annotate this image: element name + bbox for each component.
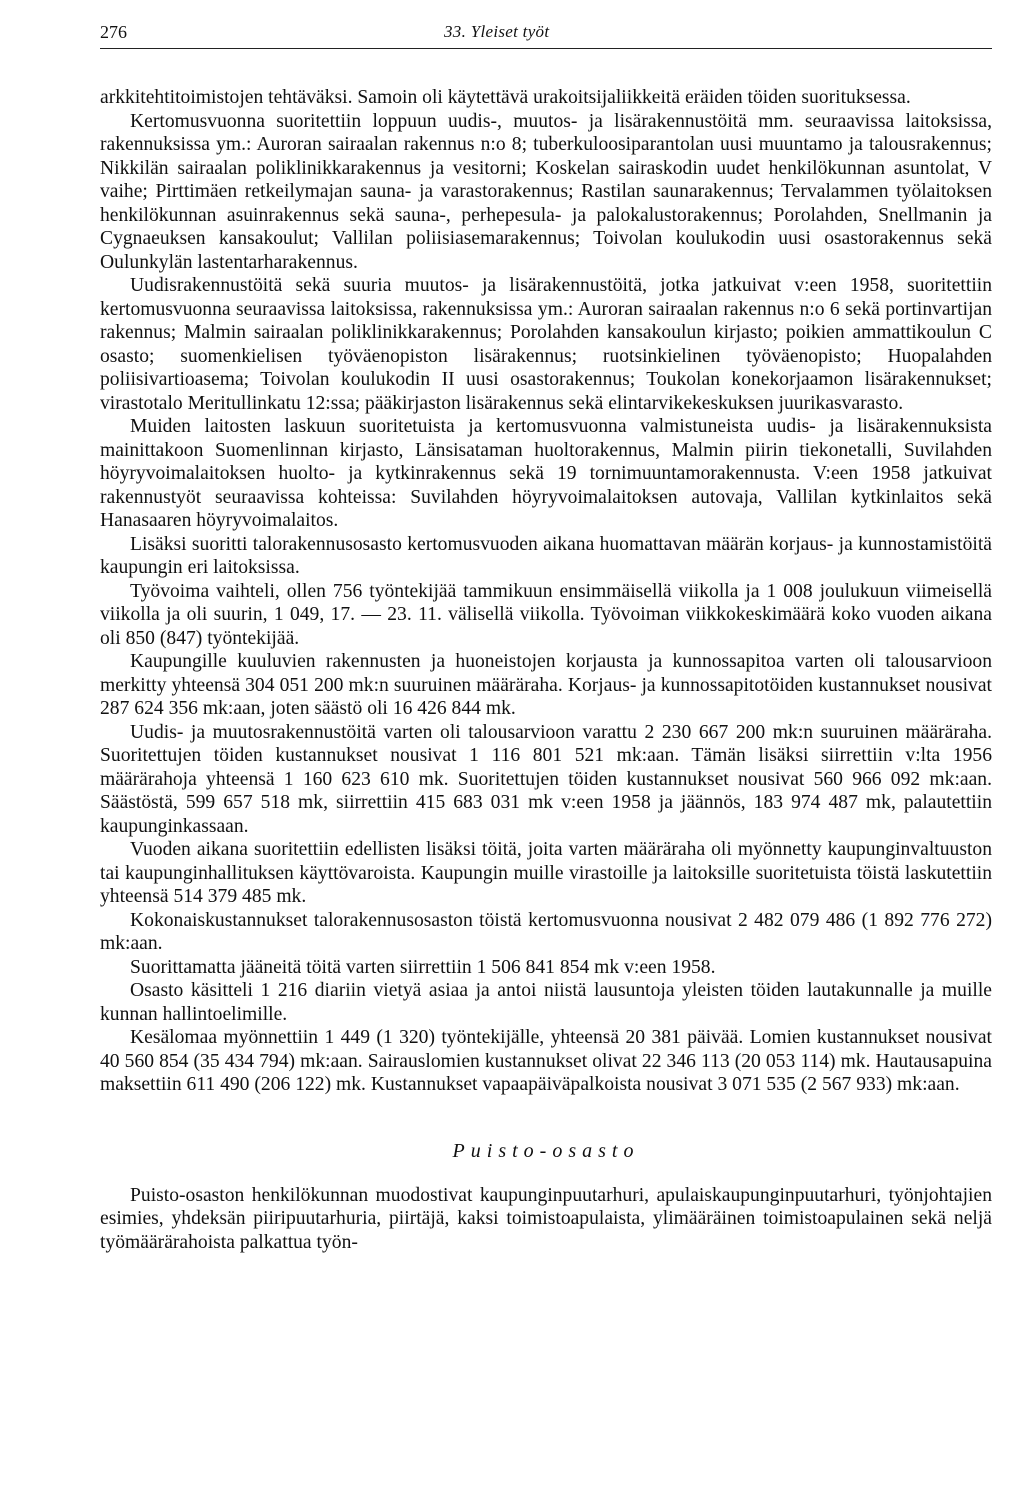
paragraph: Kokonaiskustannukset talorakennusosaston töistä kertomusvuonna nousivat 2 482 079 486 (1 892 776 272) mk:aan. bbox=[100, 909, 992, 954]
paragraph: Lisäksi suoritti talorakennusosasto kertomusvuoden aikana huomattavan määrän korjaus- ja kunnostamistöitä kaupungin eri laitoksissa. bbox=[100, 533, 992, 578]
paragraph: Työvoima vaihteli, ollen 756 työntekijää tammikuun ensimmäisellä viikolla ja 1 008 joulukuun viimeisellä viikolla ja oli suurin, 1 049, 17. — 23. 11. välisellä viikolla. Työvoiman viikkokeskimäärä koko vuoden aikana oli 850 (847) työntekijää. bbox=[100, 580, 992, 649]
running-header bbox=[100, 18, 992, 49]
page-number: 276 bbox=[100, 22, 127, 42]
page bbox=[100, 18, 992, 1254]
paragraph: arkkitehtitoimistojen tehtäväksi. Samoin oli käytettävä urakoitsijaliikkeitä eräiden töiden suorituksessa. bbox=[100, 87, 911, 108]
paragraph: Kertomusvuonna suoritettiin loppuun uudis-, muutos- ja lisärakennustöitä mm. seuraavissa laitoksissa, rakennuksissa ym.: Auroran sairaalan rakennus n:o 8; tuberkuloosiparantolan uusi muuntamo ja talousrakennus; Nikkilän sairaalan poliklinikkarakennus ja vesitorni; Koskelan sairaskodin uudet henkilökunnan asuntolat, V vaihe; Pirttimäen retkeilymajan sauna- ja varastorakennus; Rastilan saunarakennus; Tervalammen työlaitoksen henkilökunnan asuinrakennus sekä sauna-, perhepesula- ja palokalustorakennus; Porolahden, Snellmanin ja Cygnaeuksen kansakoulut; Vallilan poliisiasemarakennus; Toivolan koulukodin uusi osastorakennus sekä Oulunkylän lastentarharakennus. bbox=[100, 110, 992, 273]
paragraph: Osasto käsitteli 1 216 diariin vietyä asiaa ja antoi niistä lausuntoja yleisten töiden lautakunnalle ja muille kunnan hallintoelimille. bbox=[100, 980, 992, 1025]
paragraph: Uudisrakennustöitä sekä suuria muutos- ja lisärakennustöitä, jotka jatkuivat v:een 1958, suoritettiin kertomusvuonna seuraavissa laitoksissa, rakennuksissa ym.: Auroran sairaalan rakennus n:o 6 sekä portinvartijan rakennus; Malmin sairaalan poliklinikkarakennus; Porolahden kansakoulun kirjasto; poikien ammattikoulun C osasto; suomenkielisen työväenopiston lisärakennus; ruotsinkielinen työväenopisto; Huopalahden poliisivartioasema; Toivolan koulukodin II uusi osastorakennus; Toukolan konekorjaamon lisärakennukset; virastotalo Meritullinkatu 12:ssa; pääkirjaston lisärakennus sekä elintarvikekeskuksen juurikasvarasto. bbox=[100, 275, 992, 414]
body-text bbox=[100, 86, 992, 1254]
running-title: 33. Yleiset työt bbox=[444, 22, 550, 41]
paragraph: Kaupungille kuuluvien rakennusten ja huoneistojen korjausta ja kunnossapitoa varten oli talousarvioon merkitty yhteensä 304 051 200 mk:n suuruinen määräraha. Korjaus- ja kunnossapitotöiden kustannukset nousivat 287 624 356 mk:aan, joten säästö oli 16 426 844 mk. bbox=[100, 651, 992, 719]
paragraph: Uudis- ja muutosrakennustöitä varten oli talousarvioon varattu 2 230 667 200 mk:n suuruinen määräraha. Suoritettujen töiden kustannukset nousivat 1 116 801 521 mk:aan. Tämän lisäksi siirrettiin v:lta 1956 määrärahoja yhteensä 1 160 623 610 mk. Suoritettujen töiden kustannukset nousivat 560 966 092 mk:aan. Säästöstä, 599 657 518 mk, siirrettiin 415 683 031 mk v:een 1958 ja jäännös, 183 974 487 mk, palautettiin kaupunginkassaan. bbox=[100, 721, 992, 837]
section-heading: Puisto-osasto bbox=[452, 1139, 640, 1162]
paragraph: Suorittamatta jääneitä töitä varten siirrettiin 1 506 841 854 mk v:een 1958. bbox=[130, 956, 716, 978]
section-paragraph: Puisto-osaston henkilökunnan muodostivat kaupunginpuutarhuri, apulaiskaupunginpuutarhuri, työnjohtajien esimies, yhdeksän piiripuutarhuria, piirtäjä, kaksi toimistoapulaista, ylimääräinen toimistoapulainen sekä neljä työmäärärahoista palkattua työn- bbox=[100, 1184, 992, 1253]
paragraph: Muiden laitosten laskuun suoritetuista ja kertomusvuonna valmistuneista uudis- ja lisärakennuksista mainittakoon Suomenlinnan kirjasto, Länsisataman huoltorakennus, Malmin piirin tiekonetalli, Suvilahden höyryvoimalaitoksen huolto- ja kytkinrakennus sekä 19 tornimuuntamorakennusta. V:een 1958 jatkuivat rakennustyöt seuraavissa kohteissa: Suvilahden höyryvoimalaitoksen autovaja, Vallilan kytkinlaitos sekä Hanasaaren höyryvoimalaitos. bbox=[100, 416, 992, 531]
paragraph: Kesälomaa myönnettiin 1 449 (1 320) työntekijälle, yhteensä 20 381 päivää. Lomien kustannukset nousivat 40 560 854 (35 434 794) mk:aan. Sairauslomien kustannukset olivat 22 346 113 (20 053 114) mk. Hautausapuina maksettiin 611 490 (206 122) mk. Kustannukset vapaapäiväpalkoista nousivat 3 071 535 (2 567 933) mk:aan. bbox=[100, 1027, 992, 1095]
paragraph: Vuoden aikana suoritettiin edellisten lisäksi töitä, joita varten määräraha oli myönnetty kaupunginvaltuuston tai kaupunginhallituksen käyttövaroista. Kaupungin muille virastoille ja laitoksille suoritetuista töistä laskutettiin yhteensä 514 379 485 mk. bbox=[100, 839, 992, 907]
